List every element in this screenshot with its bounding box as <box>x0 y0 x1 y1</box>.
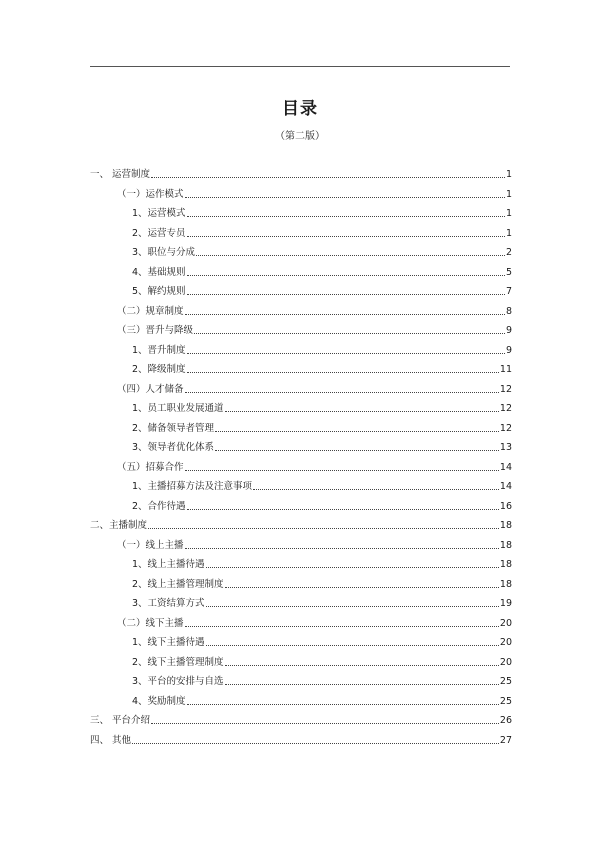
toc-entry-label: （五）招募合作 <box>117 461 184 473</box>
toc-dot-leader <box>185 548 499 549</box>
toc-entry-page-number: 1 <box>505 169 512 180</box>
toc-entry[interactable] <box>117 460 512 474</box>
toc-entry[interactable] <box>117 323 512 337</box>
toc-entry[interactable] <box>132 694 512 708</box>
toc-dot-leader <box>187 704 499 705</box>
toc-entry[interactable] <box>132 557 512 571</box>
toc-dot-leader <box>225 684 499 685</box>
toc-dot-leader <box>151 723 499 724</box>
toc-dot-leader <box>215 431 499 432</box>
toc-dot-leader <box>206 567 499 568</box>
toc-entry[interactable] <box>132 440 512 454</box>
toc-entry-label: 三、 平台介绍 <box>90 715 151 726</box>
toc-entry-page-number: 18 <box>499 520 512 531</box>
toc-entry-page-number: 9 <box>505 325 512 336</box>
toc-dot-leader <box>215 450 499 451</box>
toc-entry[interactable] <box>90 733 512 747</box>
toc-entry-page-number: 9 <box>505 344 512 356</box>
toc-entry[interactable] <box>90 167 512 181</box>
toc-entry[interactable] <box>132 226 512 240</box>
toc-entry[interactable] <box>117 538 512 552</box>
toc-entry-label: 2、储备领导者管理 <box>132 422 215 434</box>
toc-dot-leader <box>187 509 499 510</box>
toc-entry[interactable] <box>117 187 512 201</box>
toc-entry-page-number: 25 <box>499 695 512 707</box>
toc-entry[interactable] <box>132 343 512 357</box>
toc-dot-leader <box>196 255 505 256</box>
toc-entry-label: 1、线下主播待遇 <box>132 637 205 648</box>
toc-dot-leader <box>225 587 499 588</box>
toc-entry[interactable] <box>117 616 512 630</box>
toc-entry-label: 2、运营专员 <box>132 227 186 239</box>
toc-entry[interactable] <box>132 635 512 649</box>
toc-entry-page-number: 14 <box>499 461 512 473</box>
toc-entry[interactable] <box>132 245 512 259</box>
toc-dot-leader <box>187 236 505 237</box>
toc-dot-leader <box>187 372 499 373</box>
toc-entry-label: （二）规章制度 <box>117 305 184 317</box>
toc-entry-page-number: 19 <box>499 598 512 609</box>
toc-entry-page-number: 13 <box>499 442 512 453</box>
toc-entry[interactable] <box>132 401 512 415</box>
toc-entry[interactable] <box>132 499 512 513</box>
toc-dot-leader <box>185 197 505 198</box>
toc-entry-label: 1、线上主播待遇 <box>132 559 205 570</box>
toc-entry-page-number: 16 <box>499 500 512 512</box>
toc-entry-page-number: 1 <box>505 188 512 200</box>
toc-entry-label: 1、员工职业发展通道 <box>132 403 224 414</box>
toc-entry-page-number: 18 <box>499 539 512 551</box>
page-subtitle: （第二版） <box>275 131 325 142</box>
toc-entry-label: 4、基础规则 <box>132 266 186 278</box>
toc-entry[interactable] <box>132 655 512 669</box>
toc-dot-leader <box>185 470 499 471</box>
toc-entry-page-number: 12 <box>499 422 512 434</box>
toc-entry[interactable] <box>132 362 512 376</box>
toc-entry-label: 2、降级制度 <box>132 364 186 375</box>
toc-entry-label: （三）晋升与降级 <box>117 325 194 336</box>
toc-entry-page-number: 1 <box>505 227 512 239</box>
toc-entry-label: 2、合作待遇 <box>132 500 186 512</box>
toc-entry-page-number: 18 <box>499 578 512 590</box>
toc-entry[interactable] <box>132 577 512 591</box>
toc-entry[interactable] <box>90 713 512 727</box>
toc-dot-leader <box>253 489 499 490</box>
toc-entry-page-number: 27 <box>499 734 512 746</box>
toc-entry-page-number: 18 <box>499 559 512 570</box>
toc-entry[interactable] <box>132 284 512 298</box>
toc-dot-leader <box>151 177 505 178</box>
toc-entry-label: 1、晋升制度 <box>132 344 186 356</box>
toc-dot-leader <box>187 353 505 354</box>
toc-entry-label: （一）线上主播 <box>117 539 184 551</box>
toc-entry-page-number: 12 <box>499 383 512 395</box>
toc-dot-leader <box>148 528 499 529</box>
toc-entry-label: 2、线上主播管理制度 <box>132 578 224 590</box>
toc-entry[interactable] <box>117 304 512 318</box>
toc-entry-page-number: 12 <box>499 403 512 414</box>
toc-entry-page-number: 25 <box>499 676 512 687</box>
toc-dot-leader <box>206 606 499 607</box>
toc-entry-page-number: 20 <box>499 637 512 648</box>
toc-dot-leader <box>185 626 499 627</box>
toc-entry-label: 3、平台的安排与自选 <box>132 676 224 687</box>
toc-entry-page-number: 14 <box>499 481 512 492</box>
toc-entry-label: （四）人才储备 <box>117 383 184 395</box>
toc-entry[interactable] <box>132 674 512 688</box>
toc-entry-label: 一、 运营制度 <box>90 169 151 180</box>
toc-dot-leader <box>187 294 505 295</box>
toc-entry-label: 3、领导者优化体系 <box>132 442 215 453</box>
toc-entry-page-number: 2 <box>505 247 512 258</box>
toc-entry-label: 3、工资结算方式 <box>132 598 205 609</box>
toc-entry-page-number: 1 <box>505 208 512 219</box>
toc-entry-page-number: 7 <box>505 286 512 297</box>
toc-entry-page-number: 8 <box>505 305 512 317</box>
toc-entry[interactable] <box>132 479 512 493</box>
toc-entry-label: （一）运作模式 <box>117 188 184 200</box>
toc-entry[interactable] <box>132 265 512 279</box>
toc-dot-leader <box>225 411 499 412</box>
toc-entry-label: 4、奖励制度 <box>132 695 186 707</box>
toc-entry-label: 3、职位与分成 <box>132 247 196 258</box>
toc-entry-label: 二、主播制度 <box>90 520 148 531</box>
toc-entry-label: 1、运营模式 <box>132 208 186 219</box>
toc-dot-leader <box>132 743 499 744</box>
toc-entry-label: 四、 其他 <box>90 734 132 746</box>
toc-entry-page-number: 26 <box>499 715 512 726</box>
toc-entry-label: 5、解约规则 <box>132 286 186 297</box>
toc-dot-leader <box>194 333 505 334</box>
toc-entry[interactable] <box>132 421 512 435</box>
toc-dot-leader <box>187 275 505 276</box>
page-title: 目录 <box>282 99 318 119</box>
toc-entry-label: 1、主播招募方法及注意事项 <box>132 481 253 492</box>
toc-dot-leader <box>185 392 499 393</box>
toc-entry[interactable] <box>90 518 512 532</box>
toc-entry[interactable] <box>132 206 512 220</box>
header-rule <box>90 66 510 67</box>
toc-entry-page-number: 20 <box>499 617 512 629</box>
toc-dot-leader <box>206 645 499 646</box>
toc-entry-label: （二）线下主播 <box>117 617 184 629</box>
toc-entry[interactable] <box>117 382 512 396</box>
toc-entry[interactable] <box>132 596 512 610</box>
toc-dot-leader <box>225 665 499 666</box>
toc-dot-leader <box>185 314 505 315</box>
toc-entry-page-number: 20 <box>499 656 512 668</box>
toc-dot-leader <box>187 216 505 217</box>
toc-entry-label: 2、线下主播管理制度 <box>132 656 224 668</box>
toc-entry-page-number: 11 <box>499 364 512 375</box>
toc-entry-page-number: 5 <box>505 266 512 278</box>
